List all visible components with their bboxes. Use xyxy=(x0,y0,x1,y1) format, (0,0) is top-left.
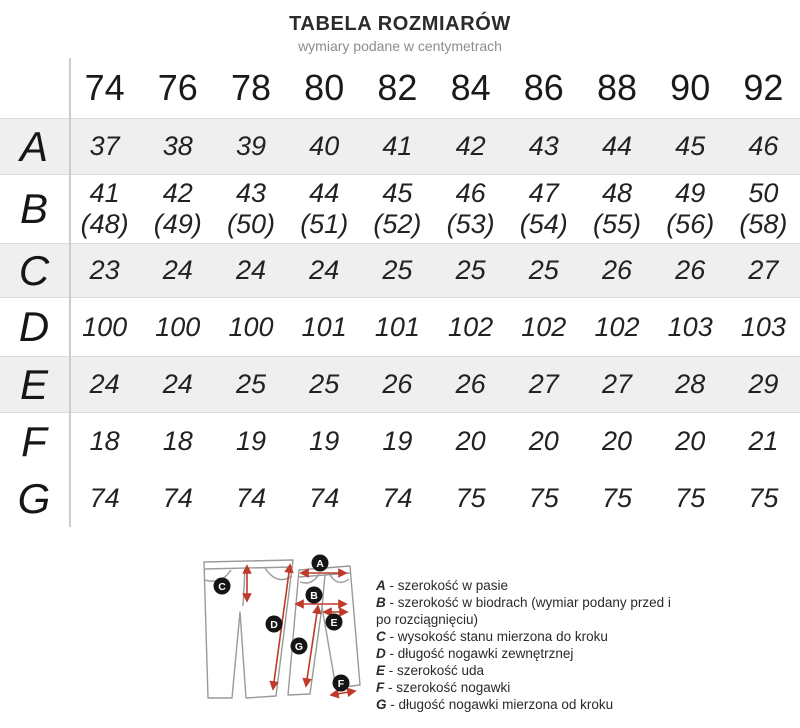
size-cell xyxy=(214,369,287,400)
legend-item xyxy=(376,577,676,594)
table-row xyxy=(0,175,800,243)
size-cell xyxy=(727,312,800,343)
size-cell-line: 100 xyxy=(155,311,201,342)
size-cell-line: (51) xyxy=(300,209,349,239)
size-cell-line: 20 xyxy=(601,426,633,456)
badge-F-letter: F xyxy=(337,677,345,690)
size-cell xyxy=(507,483,580,514)
size-cell xyxy=(141,312,214,343)
size-cell-line: 24 xyxy=(162,369,193,399)
size-cell xyxy=(507,178,580,240)
size-cell-line: 24 xyxy=(89,369,120,399)
size-cell-line: 27 xyxy=(528,369,559,399)
size-column-header: 88 xyxy=(596,67,638,108)
size-cell-line: 24 xyxy=(162,255,193,285)
size-cell xyxy=(361,255,434,286)
size-cell xyxy=(68,483,141,514)
size-column-header: 76 xyxy=(157,67,198,108)
size-cell xyxy=(654,483,727,514)
size-cell xyxy=(288,178,361,240)
size-cell xyxy=(68,312,141,343)
row-label: C xyxy=(18,246,50,294)
size-cell xyxy=(288,131,361,162)
size-cell xyxy=(214,312,287,343)
size-cell-line: 42 xyxy=(455,131,486,161)
size-cell-line: 25 xyxy=(382,255,413,285)
size-cell-line: 20 xyxy=(528,426,559,456)
size-cell-line: 75 xyxy=(601,483,633,513)
size-cell xyxy=(580,255,653,286)
size-column-header: 80 xyxy=(304,67,345,108)
size-cell xyxy=(727,178,800,240)
table-row xyxy=(0,298,800,356)
size-column-header: 86 xyxy=(523,67,564,108)
size-cell-line: 44 xyxy=(601,131,633,161)
size-cell-line: 75 xyxy=(675,483,706,513)
size-cell xyxy=(580,312,653,343)
size-cell-line: 23 xyxy=(89,255,120,285)
size-cell-line: 75 xyxy=(528,483,559,513)
size-cell-line: 46 xyxy=(748,131,779,161)
size-cell-line: (54) xyxy=(519,209,568,239)
legend-item xyxy=(376,679,676,696)
size-cell xyxy=(141,426,214,457)
size-cell xyxy=(507,312,580,343)
size-cell-line: 44 xyxy=(309,178,340,208)
size-cell xyxy=(580,369,653,400)
size-column-header: 92 xyxy=(743,67,784,108)
size-cell-line: 74 xyxy=(89,483,120,513)
badge-B-letter: B xyxy=(310,589,318,602)
size-cell-line: 26 xyxy=(455,369,486,399)
size-cell xyxy=(361,178,434,240)
legend-separator: - xyxy=(385,578,398,593)
size-cell-line: 18 xyxy=(162,426,193,456)
size-cell-line: 43 xyxy=(235,178,267,208)
legend-item xyxy=(376,696,676,713)
size-cell-line: (56) xyxy=(666,209,715,239)
size-cell-line: 102 xyxy=(521,311,567,342)
size-cell xyxy=(434,369,507,400)
size-cell xyxy=(141,483,214,514)
size-cell-line: (50) xyxy=(226,209,275,239)
size-cell xyxy=(288,483,361,514)
size-cell-line: 21 xyxy=(748,426,779,456)
size-cell-line: (49) xyxy=(153,209,202,239)
size-cell xyxy=(580,426,653,457)
size-cell xyxy=(434,426,507,457)
size-cell-line: 75 xyxy=(748,483,779,513)
size-table xyxy=(0,58,800,527)
size-cell-line: 46 xyxy=(455,178,486,208)
size-cell-line: 18 xyxy=(89,426,120,456)
size-cell-line: 48 xyxy=(601,178,633,208)
measurement-legend xyxy=(376,577,676,713)
table-row xyxy=(0,118,800,175)
size-cell xyxy=(361,312,434,343)
legend-separator: - xyxy=(386,697,399,712)
table-row xyxy=(0,356,800,413)
size-cell xyxy=(361,426,434,457)
legend-letter: F xyxy=(376,680,385,695)
size-cell-line: 100 xyxy=(82,311,128,342)
size-cell xyxy=(507,255,580,286)
size-cell xyxy=(580,483,653,514)
size-cell-line: (55) xyxy=(592,209,641,239)
size-cell-line: 27 xyxy=(601,369,633,399)
size-cell-line: 43 xyxy=(528,131,559,161)
row-label: D xyxy=(18,303,50,350)
size-cell xyxy=(214,255,287,286)
size-cell xyxy=(580,131,653,162)
size-cell-line: 26 xyxy=(601,255,633,285)
size-cell-line: 101 xyxy=(374,311,420,342)
legend-separator: - xyxy=(384,680,397,695)
legend-separator: - xyxy=(385,646,398,661)
size-cell xyxy=(361,131,434,162)
size-cell-line: 24 xyxy=(309,255,340,285)
size-cell-line: 25 xyxy=(528,255,559,285)
size-cell xyxy=(434,131,507,162)
size-cell-line: 25 xyxy=(309,369,340,399)
size-cell-line: 45 xyxy=(675,131,706,161)
legend-item xyxy=(376,662,676,679)
legend-letter: A xyxy=(376,578,386,593)
size-cell-line: 47 xyxy=(528,178,559,208)
size-cell-line: 41 xyxy=(89,178,120,208)
legend-item xyxy=(376,594,676,628)
legend-letter: B xyxy=(376,595,386,610)
legend-letter: G xyxy=(376,697,387,712)
size-cell xyxy=(654,369,727,400)
legend-item xyxy=(376,628,676,645)
size-cell-line: 26 xyxy=(675,255,706,285)
size-cell xyxy=(68,255,141,286)
size-cell xyxy=(214,426,287,457)
size-cell xyxy=(361,369,434,400)
size-cell-line: 74 xyxy=(235,483,267,513)
size-cell-line: 38 xyxy=(162,131,193,161)
size-cell-line: 42 xyxy=(162,178,193,208)
size-cell xyxy=(68,369,141,400)
size-cell xyxy=(214,131,287,162)
size-cell xyxy=(654,312,727,343)
size-cell-line: 102 xyxy=(594,311,640,342)
legend-text: wysokość stanu mierzona do kroku xyxy=(397,629,608,644)
size-cell xyxy=(141,178,214,240)
legend-text: szerokość uda xyxy=(397,663,485,678)
size-cell xyxy=(141,131,214,162)
size-cell-line: 103 xyxy=(667,311,713,342)
size-cell-line: 74 xyxy=(162,483,193,513)
legend-letter: D xyxy=(376,646,386,661)
size-cell-line: 29 xyxy=(748,369,779,399)
size-cell xyxy=(727,483,800,514)
size-column-header: 84 xyxy=(450,67,491,108)
arrow-F xyxy=(331,691,355,695)
legend-item xyxy=(376,645,676,662)
legend-letter: C xyxy=(376,629,386,644)
size-cell-line: 103 xyxy=(740,311,786,342)
size-cell-line: 74 xyxy=(309,483,340,513)
legend-text: szerokość w biodrach (wymiar podany przed i po rozciągnięciu) xyxy=(376,595,671,627)
size-cell-line: 19 xyxy=(235,426,267,456)
size-cell xyxy=(654,255,727,286)
badge-E-letter: E xyxy=(330,616,338,629)
size-cell xyxy=(214,178,287,240)
size-cell xyxy=(507,369,580,400)
legend-separator: - xyxy=(385,629,398,644)
size-cell-line: 19 xyxy=(382,426,413,456)
legend-text: szerokość w pasie xyxy=(397,578,509,593)
size-column-header: 82 xyxy=(377,67,418,108)
legend-text: długość nogawki mierzona od kroku xyxy=(398,697,614,712)
size-cell xyxy=(434,178,507,240)
legend-text: długość nogawki zewnętrznej xyxy=(397,646,574,661)
size-cell-line: 20 xyxy=(455,426,486,456)
size-cell xyxy=(141,369,214,400)
size-column-header: 74 xyxy=(84,67,125,108)
legend-letter: E xyxy=(376,663,386,678)
row-label: E xyxy=(19,360,48,408)
size-cell-line: (58) xyxy=(739,209,788,239)
size-cell xyxy=(68,426,141,457)
pants-diagram-svg xyxy=(188,548,378,723)
size-cell-line: 37 xyxy=(89,131,120,161)
size-cell xyxy=(361,483,434,514)
pants-back-outline xyxy=(288,566,360,695)
size-cell-line: 49 xyxy=(675,178,706,208)
size-cell xyxy=(434,255,507,286)
size-cell-line: 25 xyxy=(235,369,267,399)
size-cell-line: (52) xyxy=(373,209,422,239)
size-cell xyxy=(288,255,361,286)
size-cell-line: 27 xyxy=(748,255,779,285)
size-cell-line: (48) xyxy=(80,209,129,239)
size-cell xyxy=(68,178,141,240)
legend-separator: - xyxy=(385,663,398,678)
page-title: TABELA ROZMIARÓW xyxy=(289,13,511,35)
size-cell-line: 19 xyxy=(309,426,340,456)
size-cell-line: 101 xyxy=(301,311,347,342)
size-cell-line: 74 xyxy=(382,483,413,513)
size-cell xyxy=(288,312,361,343)
size-cell xyxy=(434,312,507,343)
page-subtitle: wymiary podane w centymetrach xyxy=(298,38,502,54)
size-cell-line: 24 xyxy=(235,255,267,285)
size-cell xyxy=(141,255,214,286)
size-cell-line: 75 xyxy=(455,483,486,513)
size-cell-line: 45 xyxy=(382,178,413,208)
size-cell xyxy=(507,426,580,457)
size-cell-line: 25 xyxy=(455,255,486,285)
size-cell-line: (53) xyxy=(446,209,495,239)
size-cell-line: 28 xyxy=(675,369,706,399)
size-cell xyxy=(214,483,287,514)
size-cell xyxy=(727,426,800,457)
size-cell xyxy=(727,131,800,162)
size-cell xyxy=(654,178,727,240)
size-column-header: 90 xyxy=(670,67,711,108)
size-cell-line: 40 xyxy=(309,131,340,161)
size-column-header: 78 xyxy=(230,67,272,108)
size-cell xyxy=(727,255,800,286)
size-cell-line: 50 xyxy=(748,178,779,208)
badge-G-letter: G xyxy=(294,640,304,653)
size-cell xyxy=(727,369,800,400)
row-label: A xyxy=(19,122,48,170)
size-cell-line: 102 xyxy=(448,311,494,342)
size-table-header-row xyxy=(0,58,800,118)
size-cell xyxy=(68,131,141,162)
size-cell xyxy=(288,426,361,457)
table-divider-line xyxy=(69,58,71,527)
table-row xyxy=(0,243,800,298)
table-row xyxy=(0,413,800,470)
page-header xyxy=(0,13,800,54)
legend-text: szerokość nogawki xyxy=(396,680,511,695)
size-cell-line: 39 xyxy=(235,131,267,161)
size-cell xyxy=(654,131,727,162)
size-cell-line: 20 xyxy=(675,426,706,456)
size-cell xyxy=(507,131,580,162)
size-cell xyxy=(580,178,653,240)
size-cell-line: 26 xyxy=(382,369,413,399)
badge-D-letter: D xyxy=(270,618,278,631)
pants-measurement-diagram xyxy=(188,548,378,723)
row-label: B xyxy=(19,185,48,232)
size-cell xyxy=(434,483,507,514)
size-cell-line: 41 xyxy=(382,131,413,161)
size-cell xyxy=(654,426,727,457)
size-cell-line: 100 xyxy=(228,311,274,342)
legend-separator: - xyxy=(385,595,398,610)
size-cell xyxy=(288,369,361,400)
row-label: F xyxy=(21,417,47,465)
badge-A-letter: A xyxy=(316,557,324,570)
badge-C-letter: C xyxy=(218,580,226,593)
table-row xyxy=(0,470,800,527)
row-label: G xyxy=(17,474,51,522)
